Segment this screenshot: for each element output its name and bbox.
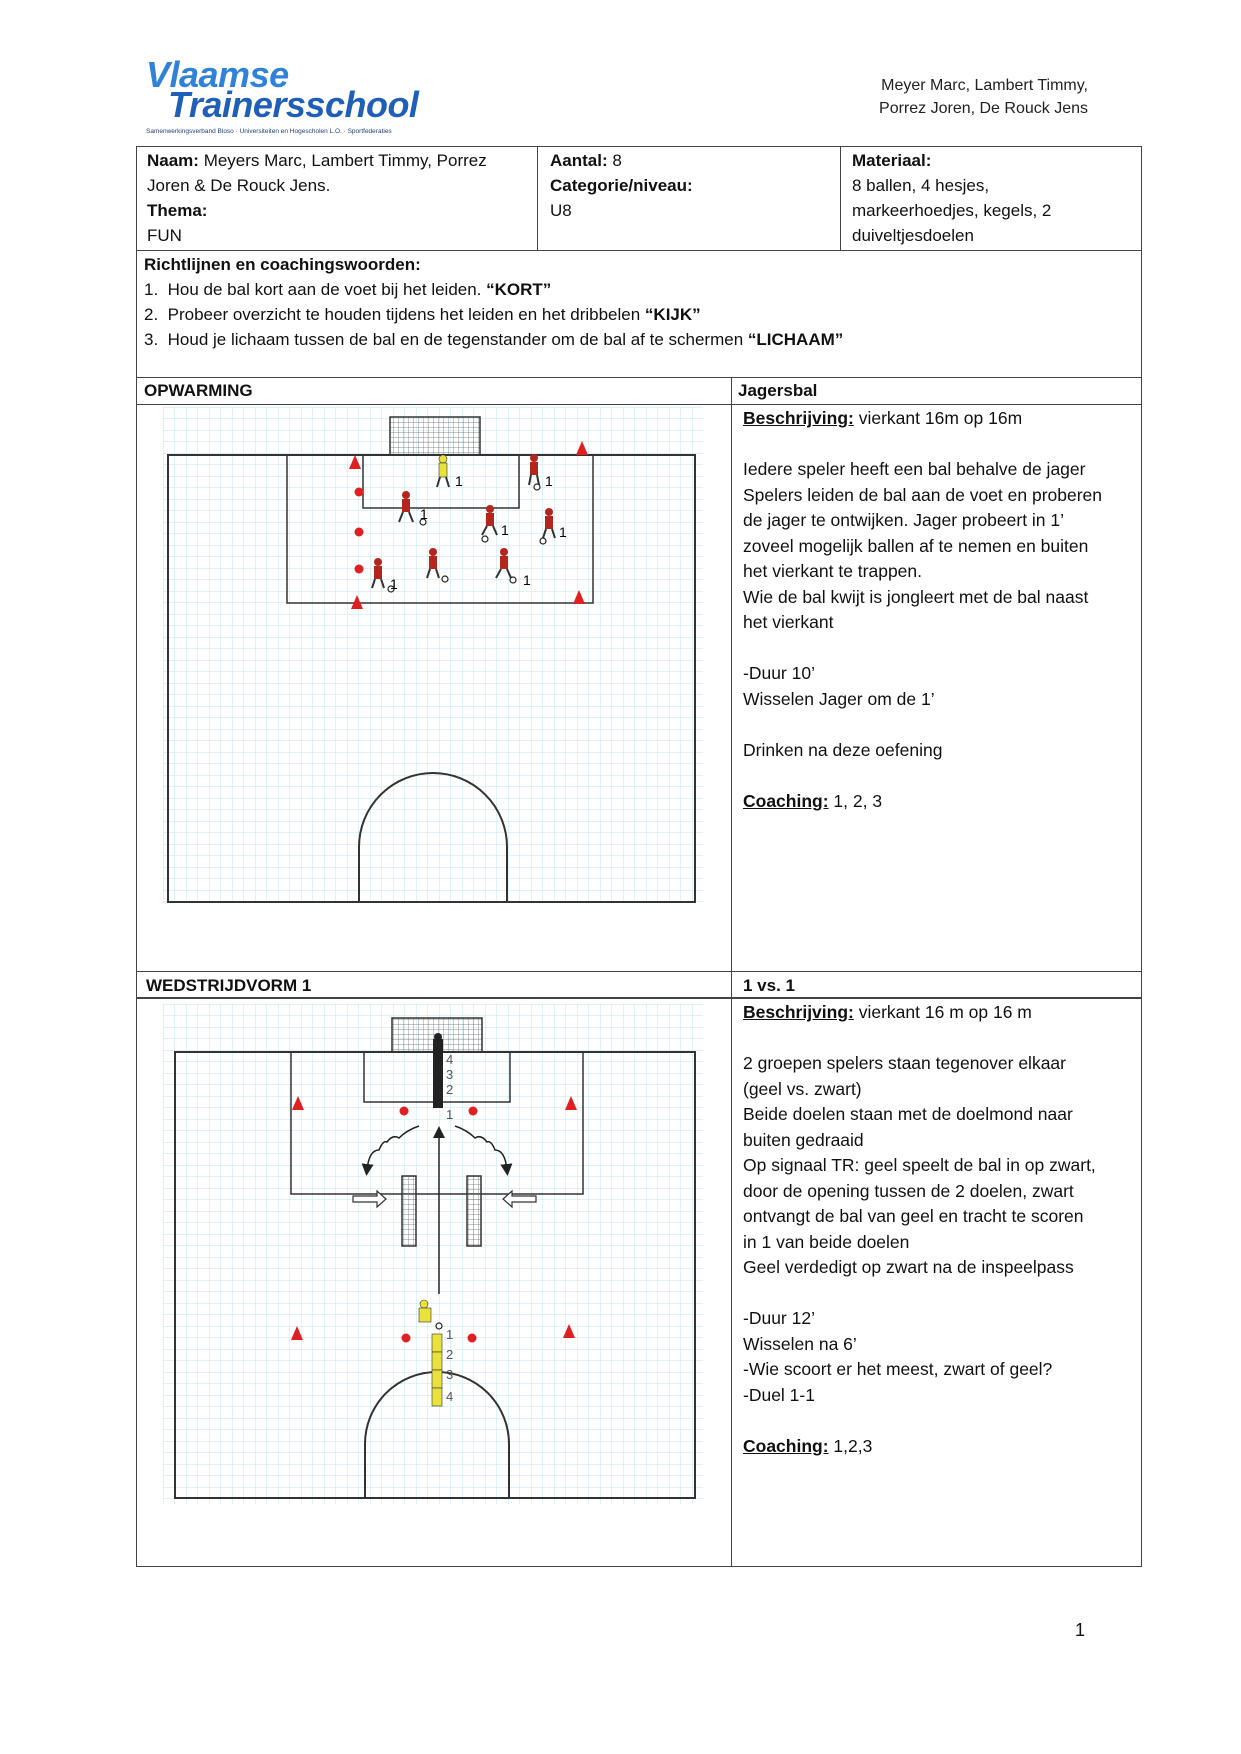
ball-icon xyxy=(540,538,546,544)
section1-header-row xyxy=(136,377,1142,405)
player-number: 1 xyxy=(545,473,553,489)
naam-label: Naam: xyxy=(147,151,199,170)
materiaal-line: duiveltjesdoelen xyxy=(852,226,974,245)
authors-line-1: Meyer Marc, Lambert Timmy, xyxy=(881,77,1088,94)
section2-description: Beschrijving: vierkant 16 m op 16 m 2 groepen spelers staan tegenover elkaar (geel vs. zwart) Beide doelen staan met de doelmond naar buiten gedraaid Op signaal TR: geel speelt de bal in op zwart, door de opening tussen de 2 doelen, zwart ontvangt de bal van geel en tracht te scoren in 1 van beide doelen Geel verdedigt op zwart na de inspeelpass -Duur 12’ Wisselen na 6’ -Wie scoort er het meest, zwart of geel? -Duel 1-1 Coaching: 1,2,3 xyxy=(743,1002,1096,1456)
aantal-label: Aantal: xyxy=(550,151,608,170)
marker-dot xyxy=(468,1334,477,1343)
vlaamse-trainersschool-logo: Vlaamse Trainersschool Samenwerkingsverband Bloso · Universiteiten en Hogescholen L.O. · Sportfederaties xyxy=(146,54,419,135)
materiaal-label: Materiaal: xyxy=(852,151,932,170)
divider xyxy=(840,146,841,251)
guideline-item: 3. Houd je lichaam tussen de bal en de tegenstander om de bal af te schermen “LICHAAM” xyxy=(144,330,844,349)
naam-value-cont: Joren & De Rouck Jens. xyxy=(147,176,331,195)
player-number: 2 xyxy=(446,1347,454,1362)
thema-value: FUN xyxy=(147,226,182,245)
section1-title: OPWARMING xyxy=(144,381,253,400)
player-number: 1 xyxy=(420,506,428,522)
marker-dot xyxy=(355,565,364,574)
player-black-group xyxy=(433,1033,443,1108)
ball-icon xyxy=(510,577,516,583)
player-number: 1 xyxy=(559,524,567,540)
desc-label: Beschrijving: xyxy=(743,1002,854,1022)
ball-icon xyxy=(482,536,488,542)
player-number: 1 xyxy=(455,473,463,489)
ball-icon xyxy=(534,484,540,490)
section2-title: WEDSTRIJDVORM 1 xyxy=(146,976,312,995)
player-number: 1 xyxy=(523,572,531,588)
naam-cell xyxy=(147,148,487,248)
ball-icon xyxy=(436,1323,442,1329)
page-number: 1 xyxy=(1075,1620,1086,1640)
ball-icon xyxy=(442,576,448,582)
section1-exercise: Jagersbal xyxy=(738,381,818,400)
player-number: 4 xyxy=(446,1389,454,1404)
categorie-value: U8 xyxy=(550,201,572,220)
marker-dot xyxy=(469,1107,478,1116)
marker-dot xyxy=(400,1107,409,1116)
naam-value: Meyers Marc, Lambert Timmy, Porrez xyxy=(198,151,487,170)
aantal-value: 8 xyxy=(607,151,622,170)
materiaal-line: 8 ballen, 4 hesjes, xyxy=(852,176,990,195)
marker-dot xyxy=(355,488,364,497)
thema-label: Thema: xyxy=(147,201,208,220)
jagersbal-diagram xyxy=(163,407,703,903)
guideline-item: 1. Hou de bal kort aan de voet bij het leiden. “KORT” xyxy=(144,280,552,299)
mini-goal-right xyxy=(467,1176,481,1246)
categorie-label: Categorie/niveau: xyxy=(550,176,693,195)
goal-net xyxy=(390,417,480,455)
mini-goal-left xyxy=(402,1176,416,1246)
section2-exercise: 1 vs. 1 xyxy=(743,976,795,995)
one-vs-one-diagram xyxy=(163,1004,703,1504)
player-number: 1 xyxy=(446,1107,454,1122)
section1-description: Beschrijving: vierkant 16m op 16m Iedere speler heeft een bal behalve de jager Spelers leiden de bal aan de voet en proberen de jager te ontwijken. Jager probeert in 1’ zoveel mogelijk ballen af te nemen en buiten het vierkant te trappen. Wie de bal kwijt is jongleert met de bal naast het vierkant -Duur 10’ Wisselen Jager om de 1’ Drinken na deze oefening Coaching: 1, 2, 3 xyxy=(743,408,1103,811)
player-number: 1 xyxy=(501,522,509,538)
coaching-label: Coaching: xyxy=(743,1435,829,1456)
player-number: 3 xyxy=(446,1367,454,1382)
player-number: 1 xyxy=(446,1327,454,1342)
desc-label: Beschrijving: xyxy=(743,408,854,428)
guidelines xyxy=(144,252,843,352)
divider xyxy=(537,146,538,251)
authors-header xyxy=(879,74,1088,120)
player-number: 4 xyxy=(446,1052,454,1067)
materiaal-line: markeerhoedjes, kegels, 2 xyxy=(852,201,1052,220)
grid xyxy=(163,407,703,903)
guidelines-title: Richtlijnen en coachingswoorden: xyxy=(144,255,421,274)
coaching-label: Coaching: xyxy=(743,790,829,811)
player-number: 1 xyxy=(390,576,398,592)
player-number: 2 xyxy=(446,1082,454,1097)
authors-line-2: Porrez Joren, De Rouck Jens xyxy=(879,100,1088,117)
guideline-item: 2. Probeer overzicht te houden tijdens het leiden en het dribbelen “KIJK” xyxy=(144,305,701,324)
aantal-cell xyxy=(550,148,693,223)
materiaal-cell xyxy=(852,148,1051,248)
marker-dot xyxy=(402,1334,411,1343)
player-number: 3 xyxy=(446,1067,454,1082)
marker-dot xyxy=(355,528,364,537)
